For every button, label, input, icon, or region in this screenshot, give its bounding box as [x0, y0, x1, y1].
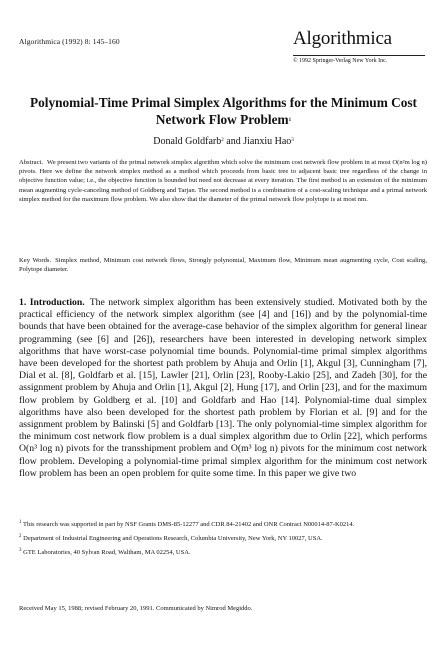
keywords-text: Simplex method, Minimum cost network flows, Strongly polynomial, Maximum flow, Minimum mean augmenting cycle, Cost scaling, Polytope diameter.	[19, 257, 427, 274]
paper-title-text: Polynomial-Time Primal Simplex Algorithms for the Minimum Cost Network Flow Problem	[30, 95, 417, 127]
keywords	[19, 256, 427, 274]
footnote-mark: 3	[19, 547, 22, 553]
author-first: Donald Goldfarb	[153, 136, 222, 147]
footnote-mark: 2	[19, 533, 22, 539]
footnote-text: GTE Laboratories, 40 Sylvan Road, Waltham, MA 02254, USA.	[23, 548, 191, 556]
abstract-label: Abstract.	[19, 159, 43, 166]
footnote	[19, 533, 427, 544]
footnotes	[19, 517, 427, 560]
journal-citation: Algorithmica (1992) 8: 145–160	[19, 37, 120, 46]
footnote	[19, 519, 427, 530]
section-heading: 1. Introduction.	[19, 297, 85, 308]
received-dates: Received May 15, 1988; revised February 20, 1991. Communicated by Nimrod Megiddo.	[19, 605, 253, 612]
title-footnote-mark: 1	[288, 118, 292, 123]
author-second-mark: 3	[291, 138, 294, 143]
footnote-text: Department of Industrial Engineering and Operations Research, Columbia University, New York, NY 10027, USA.	[23, 534, 323, 542]
author-second: and Jianxiu Hao	[223, 136, 292, 147]
header-rule	[293, 55, 425, 56]
journal-name: Algorithmica	[293, 28, 392, 49]
author-first-mark: 2	[221, 138, 224, 143]
paper-title	[20, 94, 427, 129]
copyright-notice: © 1992 Springer-Verlag New York Inc.	[293, 58, 388, 64]
author-line	[20, 136, 427, 147]
footnote-text: This research was supported in part by NSF Grants DMS-85-12277 and CDR 84-21402 and ONR Contract N00014-87-K0214.	[23, 521, 355, 528]
introduction-section	[19, 297, 427, 480]
introduction-text: The network simplex algorithm has been extensively studied. Motivated both by the practical efficiency of the network simplex algorithm (see [4] and [16]) and by the polynomial-time bounds that have been obtained for the average-case behavior of the simplex algorithm for general linear programming (see [6] and [26]), researchers have been interested in developing network simplex algorithms that have worst-case polynomial time bounds. Polynomial-time primal simplex algorithms have been developed for the shortest path problem by Ahuja and Orlin [1], Akgul [3], Cunningham [7], Dial et al. [8], Goldfarb et al. [15], Lawler [21], Orlin [23], Rooby-Lakio [25], and Zadeh [30], for the assignment problem by Ahuja and Orlin [1], Akgul [2], Hung [17], and Orlin [23], and for the maximum flow problem by Goldberg et al. [10] and Goldfarb and Hao [14]. Polynomial-time dual simplex algorithms have also been developed for the shortest path problem by Florian et al. [9] and for the assignment problem by Balinski [5] and Goldfarb [13]. The only polynomial-time simplex algorithm for the minimum cost network flow problem is a dual simplex algorithm due to Orlin [22], which performs O(n³ log n) pivots for the transshipment problem and O(m³ log n) pivots for the minimum cost network flow problem. Developing a polynomial-time primal simplex algorithm for the minimum cost network flow problem has been an open problem for quite some time. In this paper we give two	[19, 297, 428, 479]
footnote	[19, 547, 427, 558]
footnote-mark: 1	[19, 520, 22, 525]
abstract-text: We present two variants of the primal network simplex algorithm which solve the minimum cost network flow problem in at most O(n²m log n) pivots. Here we define the network simplex method as a method which proceeds from basic tree to adjacent basic tree regardless of the change in objective function value; i.e., the objective function is bounded but need not decrease at every iteration. The first method is an extension of the minimum mean augmenting cycle-canceling method of Goldberg and Tarjan. The second method is a combination of a cost-scaling technique and a primal network simplex method for the maximum flow problem. We also show that the diameter of the primal network flow polytope is at most nm.	[19, 159, 427, 203]
abstract	[19, 158, 427, 204]
keywords-label: Key Words.	[19, 257, 52, 264]
